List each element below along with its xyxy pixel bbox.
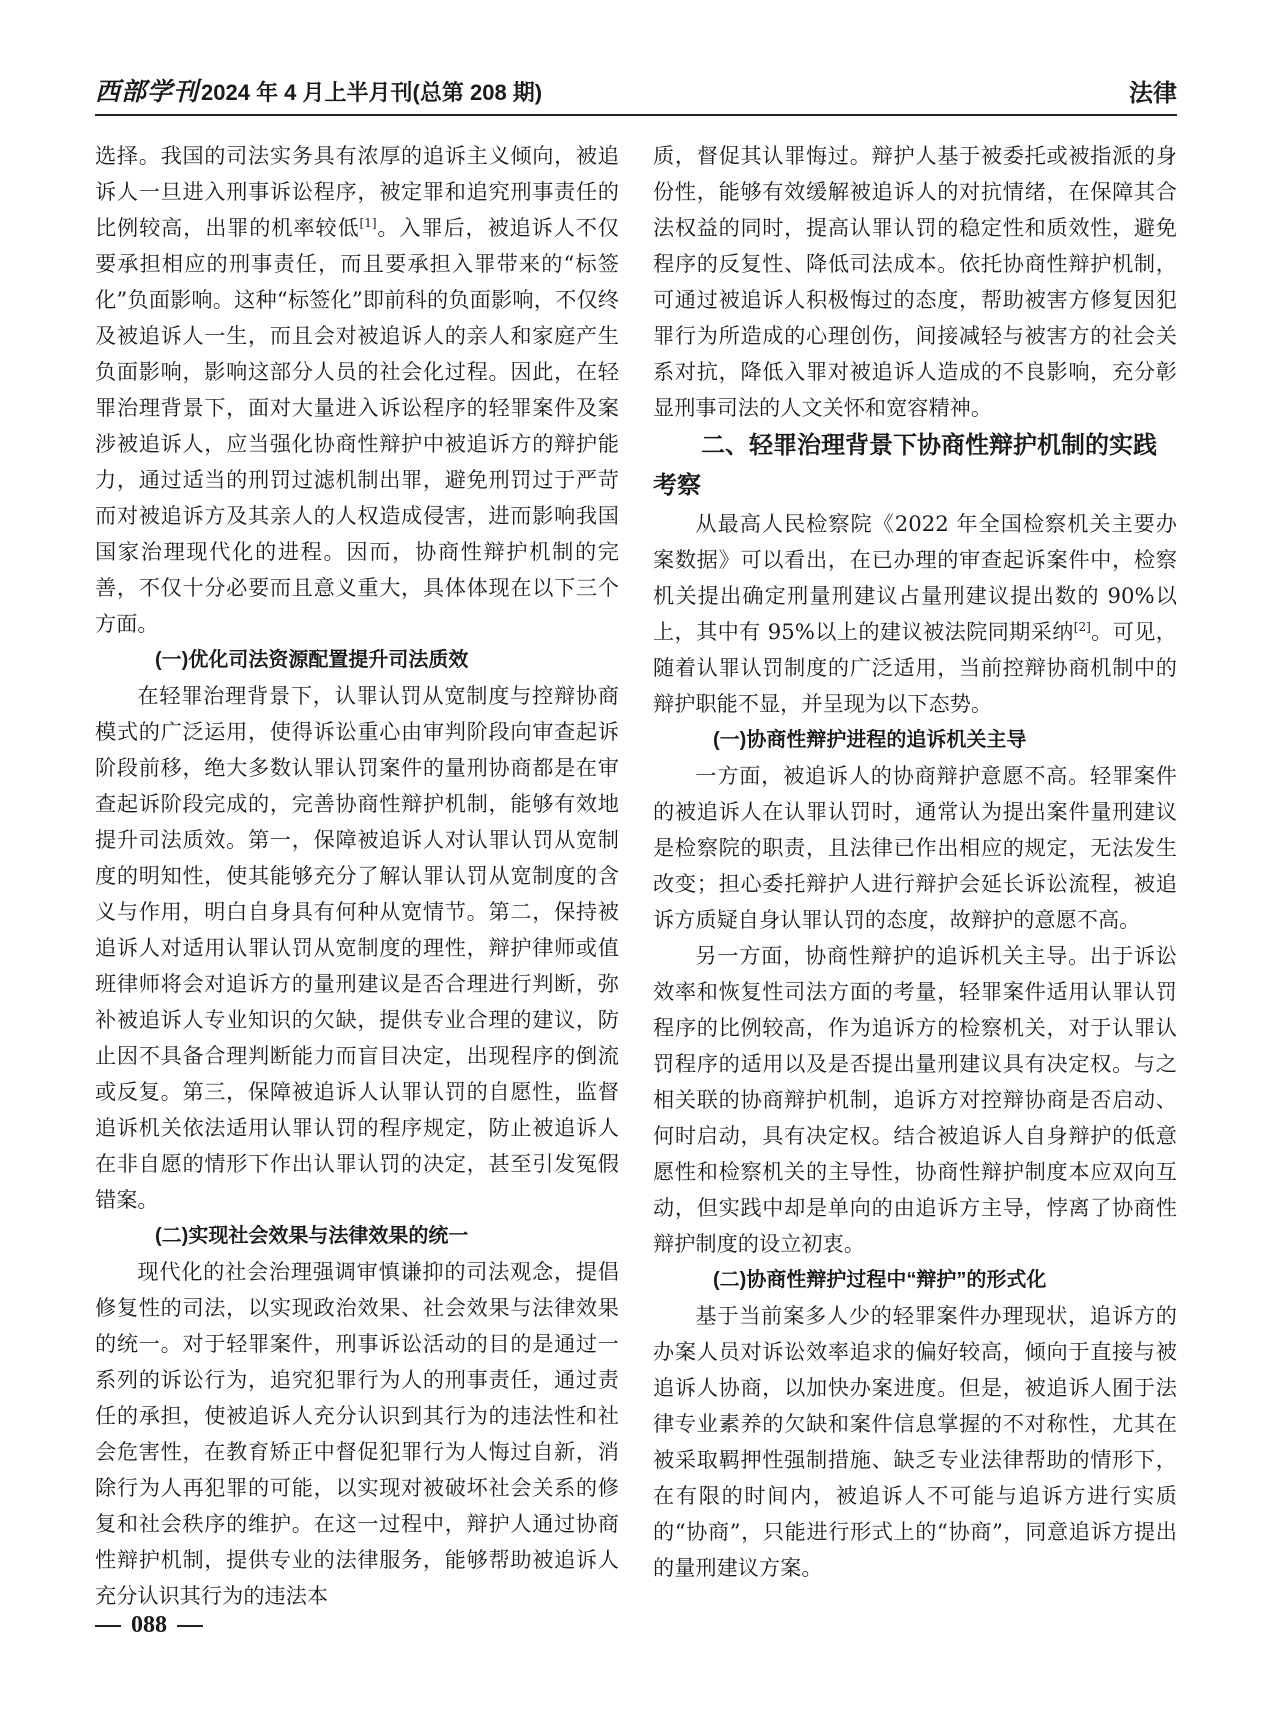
- body-paragraph: 在轻罪治理背景下，认罪认罚从宽制度与控辩协商模式的广泛运用，使得诉讼重心由审判阶段向审查起诉阶段前移，绝大多数认罪认罚案件的量刑协商都是在审查起诉阶段完成的，完善协商性辩护机制，能够有效地提升司法质效。第一，保障被追诉人对认罪认罚从宽制度的明知性，使其能够充分了解认罪认罚从宽制度的含义与作用，明白自身具有何种从宽情节。第二，保持被追诉人对适用认罪认罚从宽制度的理性，辩护律师或值班律师将会对追诉方的量刑建议是否合理进行判断，弥补被追诉人专业知识的欠缺，提供专业合理的建议，防止因不具备合理判断能力而盲目决定，出现程序的倒流或反复。第三，保障被追诉人认罪认罚的自愿性，监督追诉机关依法适用认罪认罚的程序规定，防止被追诉人在非自愿的情形下作出认罪认罚的决定，甚至引发冤假错案。: [95, 683, 619, 1212]
- body-paragraph: 另一方面，协商性辩护的追诉机关主导。出于诉讼效率和恢复性司法方面的考量，轻罪案件适用认罪认罚程序的比例较高，作为追诉方的检察机关，对于认罪认罚程序的适用以及是否提出量刑建议具有决定权。与之相关联的协商辩护机制，追诉方对控辩协商是否启动、何时启动，具有决定权。结合被追诉人自身辩护的低意愿性和检察机关的主导性，协商性辩护制度本应双向互动，但实践中却是单向的由追诉方主导，悖离了协商性辩护制度的设立初衷。: [653, 943, 1177, 1256]
- paragraph-text: 选择。我国的司法实务具有浓厚的追诉主义倾向，被追诉人一旦进入刑事诉讼程序，被定罪和追究刑事责任的比例较高，出罪的机率较低: [95, 143, 619, 240]
- running-header: [95, 77, 1177, 116]
- body-paragraph: [95, 138, 619, 642]
- paragraph-text: 。可见，随着认罪认罚制度的广泛适用，当前控辩协商机制中的辩护职能不显，并呈现为以下态势。: [653, 619, 1177, 716]
- left-column: [95, 138, 619, 1638]
- body-paragraph: 一方面，被追诉人的协商辩护意愿不高。轻罪案件的被追诉人在认罪认罚时，通常认为提出案件量刑建议是检察院的职责，且法律已作出相应的规定，无法发生改变；担心委托辩护人进行辩护会延长诉讼流程，被追诉方质疑自身认罪认罚的态度，故辩护的意愿不高。: [653, 763, 1177, 932]
- page-number: 088: [131, 1612, 167, 1638]
- subsection-heading: (二)协商性辩护过程中“辩护”的形式化: [713, 1269, 1047, 1291]
- issue-info: 2024 年 4 月上半月刊(总第 208 期): [201, 80, 543, 105]
- header-left: [95, 72, 542, 108]
- journal-logo: 西部学刊: [95, 77, 200, 106]
- right-column: [653, 138, 1177, 1638]
- subsection-heading: (一)优化司法资源配置提升司法质效: [155, 649, 469, 671]
- footer-dash-right: [177, 1625, 203, 1627]
- subsection-heading: (二)实现社会效果与法律效果的统一: [155, 1225, 469, 1247]
- body-paragraph: [653, 506, 1177, 722]
- section-heading: 二、轻罪治理背景下协商性辩护机制的实践考察: [653, 432, 1157, 499]
- body-paragraph: 现代化的社会治理强调审慎谦抑的司法观念，提倡修复性的司法，以实现政治效果、社会效果与法律效果的统一。对于轻罪案件，刑事诉讼活动的目的是通过一系列的诉讼行为，追究犯罪行为人的刑事责任，通过责任的承担，使被追诉人充分认识到其行为的违法性和社会危害性，在教育矫正中督促犯罪行为人悔过自新，消除行为人再犯罪的可能，以实现对被破坏社会关系的修复和社会秩序的维护。在这一过程中，辩护人通过协商性辩护机制，提供专业的法律服务，能够帮助被追诉人充分认识其行为的违法本: [95, 1259, 619, 1608]
- citation-ref: [2]: [1073, 619, 1091, 634]
- paragraph-text: 。入罪后，被追诉人不仅要承担相应的刑事责任，而且要承担入罪带来的“标签化”负面影响。这种“标签化”即前科的负面影响，不仅终及被追诉人一生，而且会对被追诉人的亲人和家庭产生负面影响，影响这部分人员的社会化过程。因此，在轻罪治理背景下，面对大量进入诉讼程序的轻罪案件及案涉被追诉人，应当强化协商性辩护中被追诉方的辩护能力，通过适当的刑罚过滤机制出罪，避免刑罚过于严苛而对被追诉方及其亲人的人权造成侵害，进而影响我国国家治理现代化的进程。因而，协商性辩护机制的完善，不仅十分必要而且意义重大，具体体现在以下三个方面。: [95, 215, 619, 636]
- body-paragraph: 基于当前案多人少的轻罪案件办理现状，追诉方的办案人员对诉讼效率追求的偏好较高，倾向于直接与被追诉人协商，以加快办案进度。但是，被追诉人囿于法律专业素养的欠缺和案件信息掌握的不对称性，尤其在被采取羁押性强制措施、缺乏专业法律帮助的情形下，在有限的时间内，被追诉人不可能与追诉方进行实质的“协商”，只能进行形式上的“协商”，同意追诉方提出的量刑建议方案。: [653, 1303, 1177, 1580]
- section-name: 法律: [1129, 80, 1177, 107]
- footer-dash-left: [95, 1625, 121, 1627]
- page-footer: [95, 1612, 203, 1639]
- subsection-heading: (一)协商性辩护进程的追诉机关主导: [713, 729, 1027, 751]
- citation-ref: [1]: [359, 215, 377, 230]
- paragraph-text: 从最高人民检察院《2022 年全国检察机关主要办案数据》可以看出，在已办理的审查起诉案件中，检察机关提出确定刑量刑建议占量刑建议提出数的 90%以上，其中有 95%以上的建议被法院同期采纳: [653, 511, 1177, 644]
- body-paragraph: 质，督促其认罪悔过。辩护人基于被委托或被指派的身份性，能够有效缓解被追诉人的对抗情绪，在保障其合法权益的同时，提高认罪认罚的稳定性和质效性，避免程序的反复性、降低司法成本。依托协商性辩护机制，可通过被追诉人积极悔过的态度，帮助被害方修复因犯罪行为所造成的心理创伤，间接减轻与被害方的社会关系对抗，降低入罪对被追诉人造成的不良影响，充分彰显刑事司法的人文关怀和宽容精神。: [653, 143, 1177, 420]
